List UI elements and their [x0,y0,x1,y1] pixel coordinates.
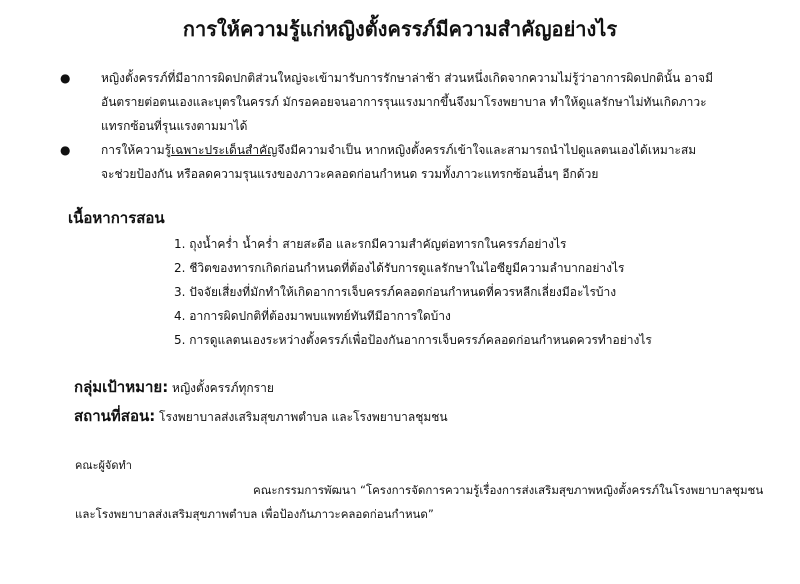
bullet-2-text-post: จึงมีความจำเป็น หากหญิงตั้งครรภ์เข้าใจและสามารถนำไปดูแลตนเองได้เหมาะสม [277,143,697,157]
content-item: 4. อาการผิดปกติที่ต้องมาพบแพทย์ทันทีมีอาการใดบ้าง [174,309,451,323]
content-item: 5. การดูแลตนเองระหว่างตั้งครรภ์เพื่อป้องกันอาการเจ็บครรภ์คลอดก่อนกำหนดควรทำอย่างไร [174,333,652,347]
target-group-row [74,374,274,401]
content-item: 1. ถุงน้ำคร่ำ น้ำคร่ำ สายสะดือ และรกมีความสำคัญต่อทารกในครรภ์อย่างไร [174,237,567,251]
bullet-1-line-2: อันตรายต่อตนเองและบุตรในครรภ์ มักรอคอยจนอาการรุนแรงมากขึ้นจึงมาโรงพยาบาล ทำให้ดูแลรักษาไม่ทันเกิดภาวะ [101,95,707,109]
bullet-2-underlined-text: เฉพาะประเด็นสำคัญ [171,143,278,157]
organizer-line-2: และโรงพยาบาลส่งเสริมสุขภาพตำบล เพื่อป้องกันภาวะคลอดก่อนกำหนด” [75,507,434,521]
content-item: 3. ปัจจัยเสี่ยงที่มักทำให้เกิดอาการเจ็บครรภ์คลอดก่อนกำหนดที่ควรหลีกเลี่ยงมีอะไรบ้าง [174,285,617,299]
bullet-2-line-1 [101,138,740,162]
content-list [174,232,652,352]
organizer-line-1: คณะกรรมการพัฒนา “โครงการจัดการความรู้เรื่องการส่งเสริมสุขภาพหญิงตั้งครรภ์ในโรงพยาบาลชุมชน [253,483,764,497]
content-heading: เนื้อหาการสอน [68,209,165,227]
organizer-text [75,478,764,526]
page-title: การให้ความรู้แก่หญิงตั้งครรภ์มีความสำคัญอย่างไร [182,17,618,41]
content-item: 2. ชีวิตของทารกเกิดก่อนกำหนดที่ต้องได้รับการดูแลรักษาในไอซียูมีความลำบากอย่างไร [174,261,625,275]
bullet-item-1 [0,66,800,138]
intro-bullets [0,66,800,186]
organizer-label: คณะผู้จัดทำ [75,459,132,472]
teaching-place-label: สถานที่สอน: [74,407,156,425]
bullet-item-2 [0,138,800,186]
bullet-1-line-1: หญิงตั้งครรภ์ที่มีอาการผิดปกติส่วนใหญ่จะเข้ามารับการรักษาล่าช้า ส่วนหนึ่งเกิดจากความไม่รู้ว่าอาการผิดปกตินั้น อาจมี [101,71,713,85]
bullet-dot-icon: ● [60,71,71,85]
bullet-2-line-2: จะช่วยป้องกัน หรือลดความรุนแรงของภาวะคลอดก่อนกำหนด รวมทั้งภาวะแทรกซ้อนอื่นๆ อีกด้วย [101,167,599,181]
bullet-2-text-pre: การให้ความรู้ [101,143,172,157]
target-group-label: กลุ่มเป้าหมาย: [74,378,169,396]
target-group-value: หญิงตั้งครรภ์ทุกราย [168,381,274,395]
teaching-place-value: โรงพยาบาลส่งเสริมสุขภาพตำบล และโรงพยาบาลชุมชน [155,410,448,424]
teaching-place-row [74,403,448,430]
bullet-1-line-3: แทรกซ้อนที่รุนแรงตามมาได้ [101,119,248,133]
bullet-dot-icon: ● [60,143,71,157]
